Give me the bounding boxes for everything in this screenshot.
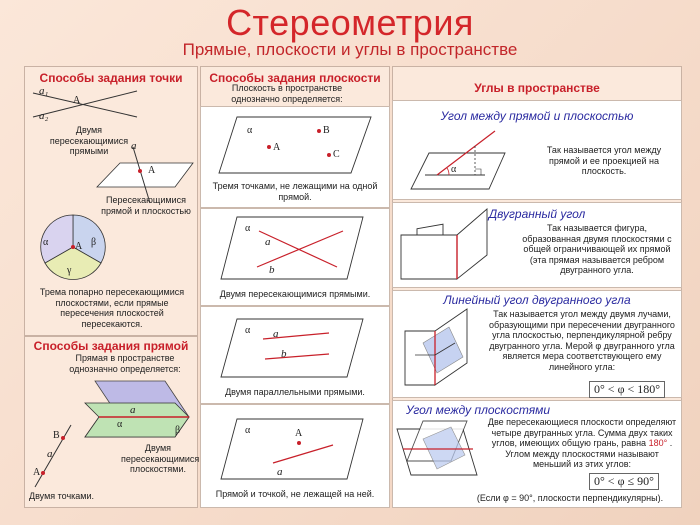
c2-a: a — [265, 236, 271, 248]
two-planes-figure — [25, 337, 199, 509]
label-line-A: A — [148, 165, 156, 176]
three-planes-caption: Трема попарно пересекающимися плоскостями, если прямые пересечения плоскостей пересекаются. — [39, 287, 185, 329]
c1-caption: Тремя точками, не лежащими на одной прямой. — [212, 181, 378, 202]
point-panel — [24, 66, 198, 336]
s1-alpha: α — [451, 164, 457, 175]
line-panel — [24, 336, 198, 508]
linear-angle-card — [392, 290, 682, 398]
point-header: Способы задания точки — [39, 71, 183, 85]
two-points-caption: Двумя точками. — [29, 491, 95, 501]
label-line-a: a — [131, 140, 137, 152]
s4-text — [485, 417, 679, 470]
c1-C: C — [333, 149, 340, 160]
c4-A: A — [295, 428, 303, 439]
line-header: Способы задания прямой — [33, 339, 189, 353]
s4-text2: . Углом между плоскостями называют меньший из этих углов: — [505, 438, 673, 469]
c1-alpha: α — [247, 125, 253, 136]
s1-title: Угол между прямой и плоскостью — [440, 109, 634, 123]
c2-caption: Двумя пересекающимися прямыми. — [219, 289, 371, 299]
label-gamma: γ — [67, 265, 72, 276]
label-beta: β — [91, 237, 97, 248]
c1-A: A — [273, 142, 281, 153]
two-planes-caption: Двумя пересекающимися плоскостями. — [121, 443, 200, 474]
c3-alpha: α — [245, 325, 251, 336]
dihedral-card — [392, 202, 682, 288]
c4-a: a — [277, 466, 283, 478]
c2-alpha: α — [245, 223, 251, 234]
plane-angle-card — [392, 400, 682, 508]
c2-b: b — [269, 264, 275, 276]
label-planes-alpha: α — [117, 419, 123, 430]
c3-a: a — [273, 328, 279, 340]
label-pt-A: A — [33, 467, 41, 478]
label-a1: a₁ — [39, 85, 49, 97]
angle-line-plane-card — [392, 100, 682, 200]
s4-title: Угол между плоскостями — [405, 403, 551, 417]
s2-text: Так называется фигура, образованная двумя плоскостями с общей ограничивающей их прямой (эта прямая называется ребром двугранного угла. — [522, 223, 672, 275]
s2-title: Двугранный угол — [488, 207, 586, 221]
label-A: A — [73, 95, 81, 106]
c1-B: B — [323, 125, 330, 136]
c3-b: b — [281, 348, 287, 360]
label-planes-a: a — [130, 404, 136, 416]
label-planes-A: A — [75, 241, 83, 252]
plane-card-2 — [200, 208, 390, 306]
c3-caption: Двумя параллельными прямыми. — [225, 387, 365, 397]
s3-title: Линейный угол двугранного угла — [443, 293, 631, 307]
page-subtitle: Прямые, плоскости и углы в пространстве — [182, 40, 518, 59]
plane-card-3 — [200, 306, 390, 404]
c4-caption: Прямой и точкой, не лежащей на ней. — [215, 489, 375, 499]
label-B: B — [53, 430, 60, 441]
plane-card-4 — [200, 404, 390, 508]
label-a2: a₂ — [39, 110, 49, 122]
label-planes-beta: β — [175, 425, 181, 436]
c4-alpha: α — [245, 425, 251, 436]
line-intro: Прямая в пространстве однозначно определяется: — [69, 353, 181, 374]
two-lines-caption: Двумя пересекающимися прямыми — [49, 125, 129, 156]
label-pt-a: a — [47, 448, 53, 460]
angles-header: Углы в пространстве — [474, 81, 600, 95]
s4-text1: Две пересекающиеся плоскости определяют четыре двугранных угла. Сумма двух таких углов, имеющих общую грань, равна — [487, 417, 677, 448]
s1-text: Так называется угол между прямой и ее проекцией на плоскость. — [546, 145, 662, 176]
s4-formula: 0° < φ ≤ 90° — [589, 473, 659, 490]
label-alpha: α — [43, 237, 49, 248]
line-plane-caption: Пересекающимися прямой и плоскостью — [101, 195, 191, 216]
plane-card-1 — [200, 106, 390, 208]
s3-text: Так называется угол между двумя лучами, образующими при пересечении двугранного угла плоскостью, перпендикулярной ребру двугранного угла. Мерой φ двугранного угла является мера соответствующего ему линейного угла: — [489, 309, 675, 372]
s4-deg: 180° — [648, 438, 668, 448]
plane-intro: Плоскость в пространстве однозначно определяется: — [231, 83, 343, 104]
page-title: Стереометрия — [226, 2, 474, 43]
s4-note: (Если φ = 90°, плоскости перпендикулярны). — [476, 493, 664, 503]
plane-header: Способы задания плоскости — [209, 71, 381, 85]
s3-formula: 0° < φ < 180° — [589, 381, 665, 398]
